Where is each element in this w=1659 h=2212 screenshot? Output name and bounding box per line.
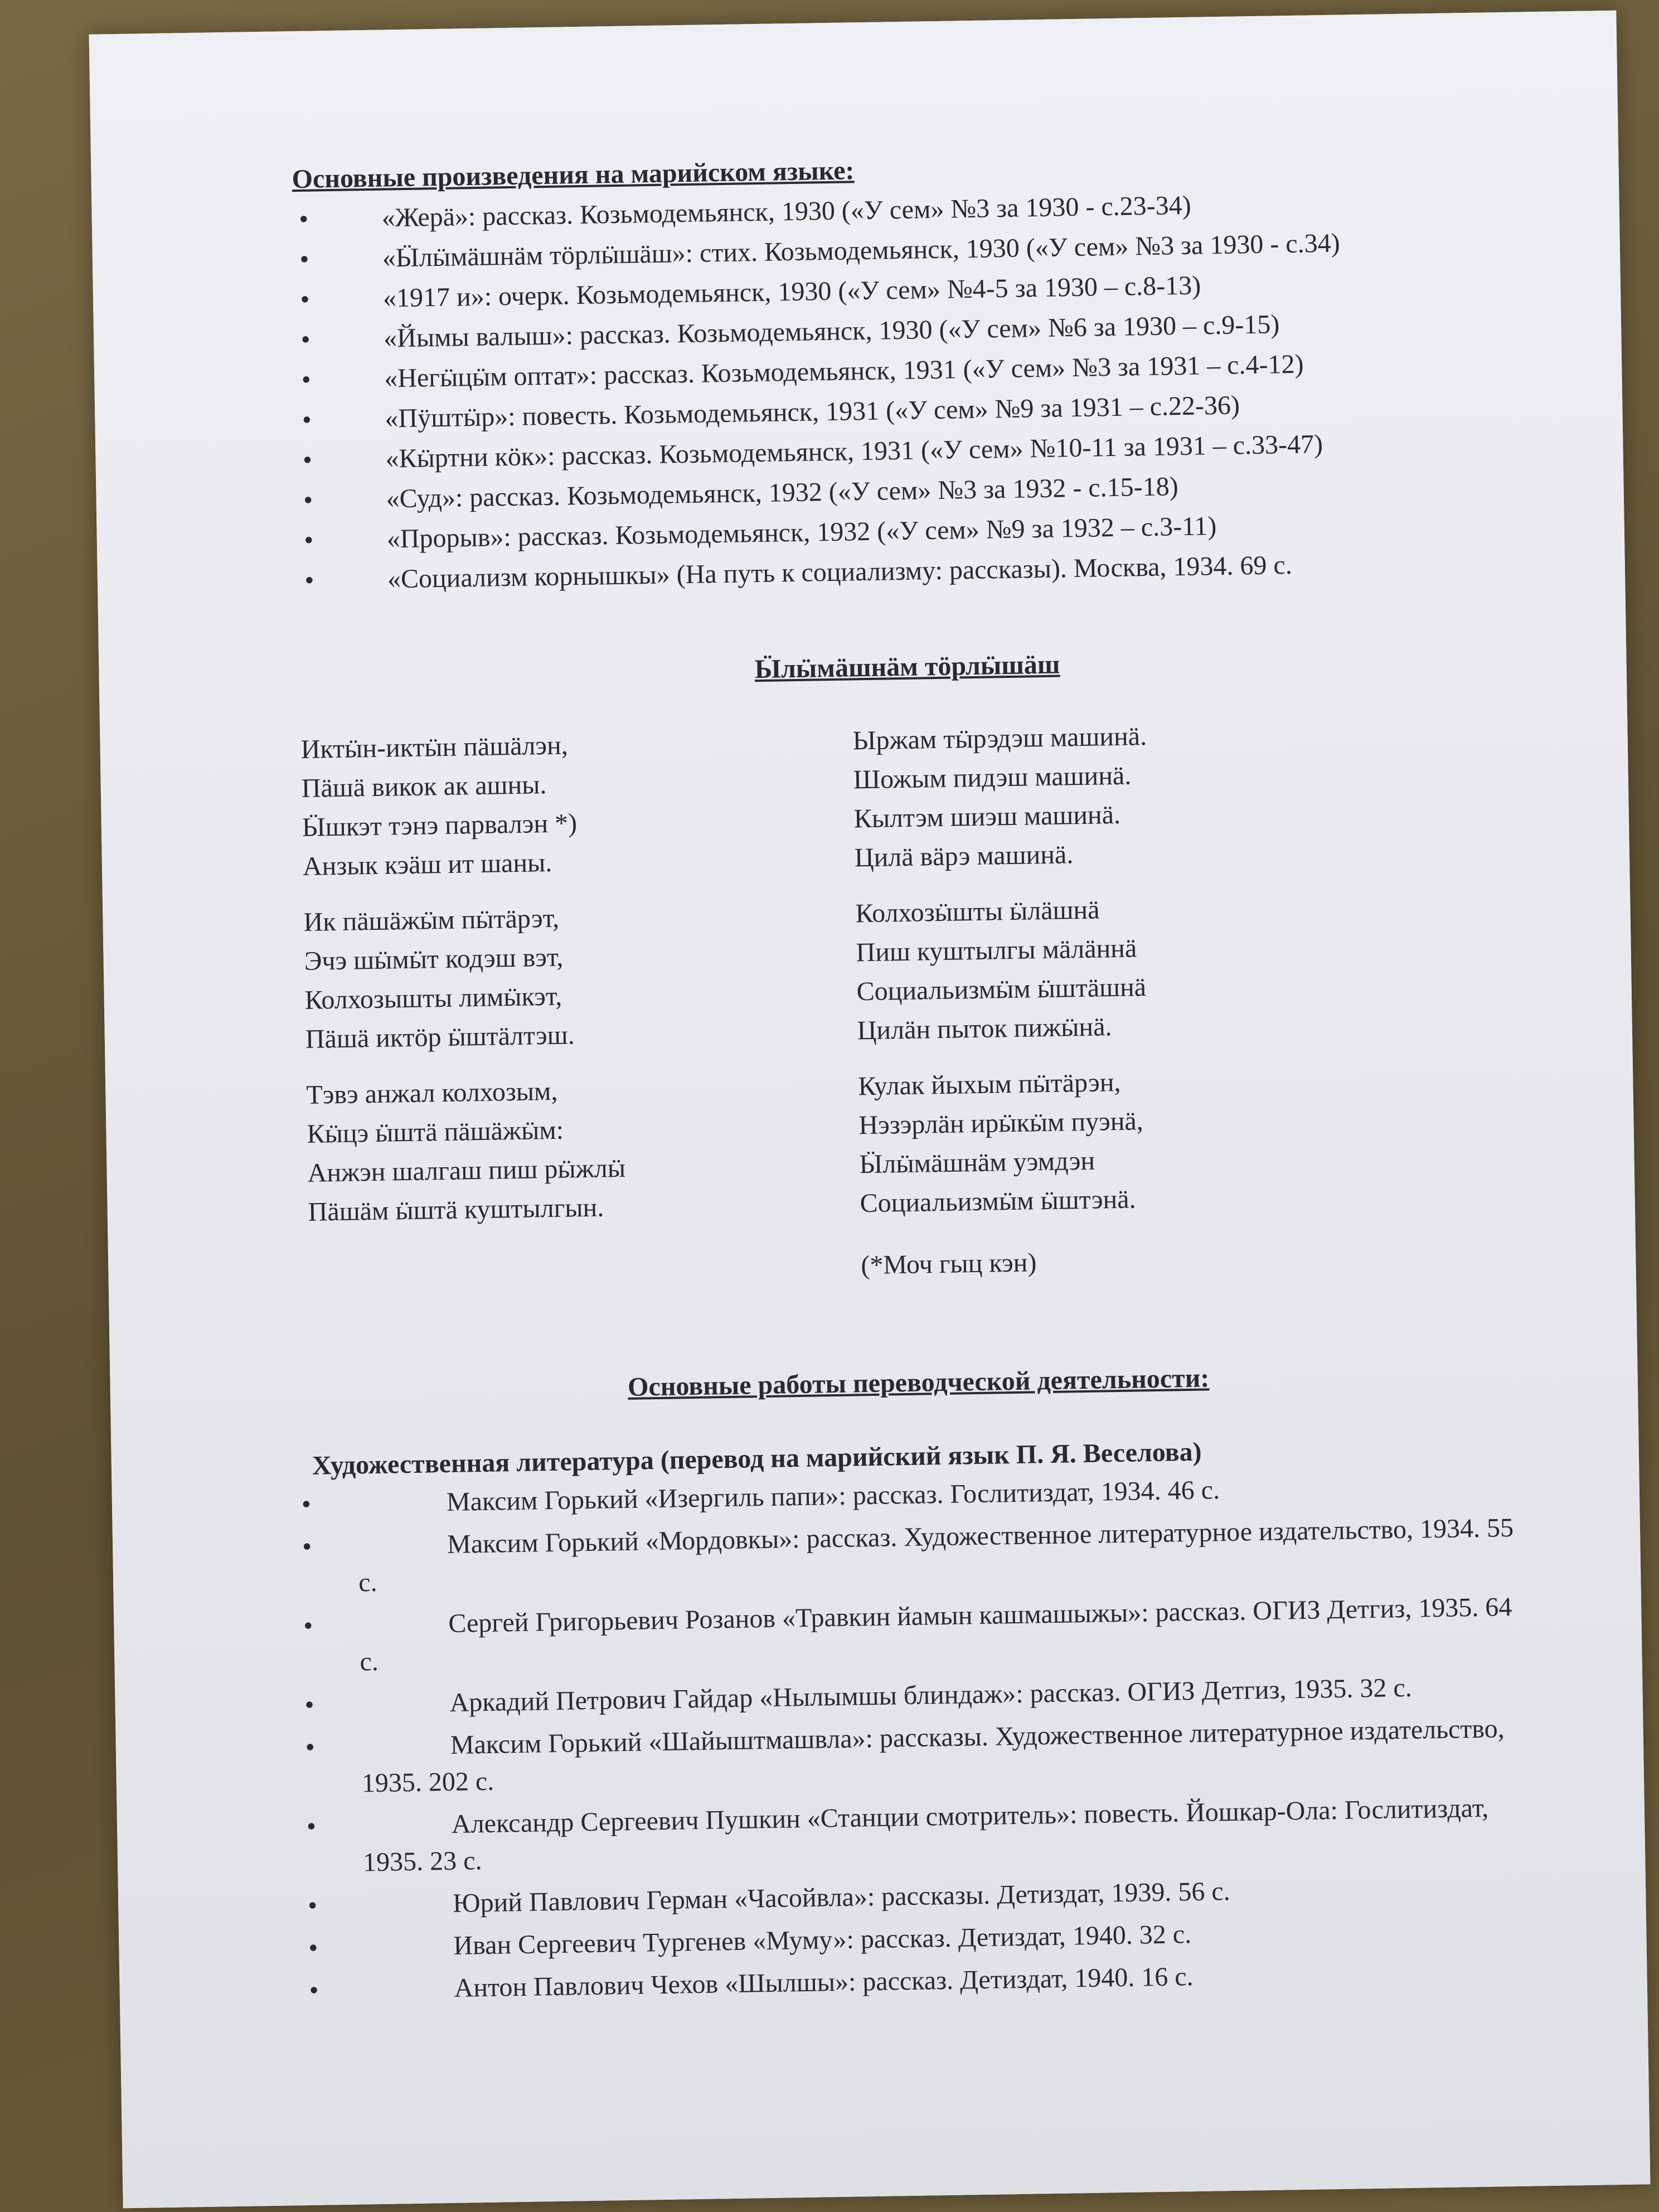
main-works-heading: Основные произведения на марийском языке:	[292, 156, 855, 195]
paper-sheet	[89, 11, 1651, 2209]
poem-line: Цилä вäрэ машинä.	[854, 840, 1074, 873]
bullet-icon: •	[305, 1732, 316, 1763]
bullet-icon: •	[302, 405, 312, 435]
poem-column-left	[300, 721, 861, 1294]
bullet-icon: •	[302, 445, 313, 475]
poem-stanza	[306, 1067, 860, 1232]
list-item: • Аркадий Петрович Гайдар «Нылымшы блиндаж»: рассказ. ОГИЗ Детгиз, 1935. 32 с.	[316, 1667, 1531, 1723]
bullet-icon: •	[308, 1933, 318, 1963]
list-item: • Максим Горький «Мордовкы»: рассказ. Художественное литературное издательство, 1934. 55 с.	[302, 1512, 1514, 1598]
poem-title: Ӹлӹмäшнäм тöрлӹшäш	[754, 649, 1060, 685]
poem-line: Анжэн шалгаш пиш рӹжлӹ	[307, 1153, 626, 1188]
poem-line: Пäшä иктöр ӹштäлтэш.	[305, 1020, 575, 1054]
poem	[300, 711, 1525, 1294]
bullet-icon: •	[301, 365, 312, 395]
poem-line: Колхозӹшты ӹлäшнä	[855, 895, 1100, 929]
poem-line: Пäшäм ӹштä куштылгын.	[308, 1192, 604, 1227]
bullet-icon: •	[309, 1975, 319, 2005]
bullet-icon: •	[298, 204, 309, 234]
list-item: • Юрий Павлович Герман «Часойвла»: рассказы. Детиздат, 1939. 56 с.	[319, 1868, 1535, 1924]
poem-line: Ӹшкэт тэнэ парвалэн *)	[302, 808, 578, 842]
bullet-icon: •	[300, 284, 310, 314]
list-item: • «Кӹртни кöк»: рассказ. Козьмодемьянск, 1931 («У сем» №10-11 за 1931 – с.33-47)	[296, 421, 1512, 481]
poem-line: Ӹлӹмäшнäм уэмдэн	[859, 1146, 1095, 1180]
bullet-icon: •	[303, 485, 313, 515]
poem-stanza	[858, 1059, 1412, 1224]
list-item: • «Суд»: рассказ. Козьмодемьянск, 1932 («У сем» №3 за 1932 - с.15-18)	[297, 462, 1512, 521]
main-works-list	[292, 181, 1514, 601]
list-item: • Александр Сергеевич Пушкин «Станции смотритель»: повесть. Йошкар-Ола: Гослитиздат, 1935. 23 с.	[306, 1793, 1489, 1878]
bullet-icon: •	[307, 1890, 318, 1921]
list-item: • «Йымы валыш»: рассказ. Козьмодемьянск, 1930 («У сем» №6 за 1930 – с.9-15)	[294, 301, 1510, 360]
bullet-icon: •	[299, 244, 309, 274]
poem-line: Иктӹн-иктӹн пäшäлэн,	[300, 730, 569, 764]
poem-line: Пиш куштылгы мäлäннä	[856, 933, 1137, 968]
document-content	[292, 140, 1536, 2015]
poem-stanza	[300, 721, 855, 886]
list-item: • «Пӱштӹр»: повесть. Козьмодемьянск, 1931 («У сем» №9 за 1931 – с.22-36)	[295, 381, 1511, 440]
poem-line: Тэвэ анжал колхозым,	[306, 1076, 558, 1110]
translation-heading: Основные работы переводческой деятельности:	[627, 1363, 1210, 1402]
list-item: • «Социализм корнышкы» (На путь к социализму: рассказы). Москва, 1934. 69 с.	[298, 542, 1514, 601]
list-item: • «1917 и»: очерк. Козьмодемьянск, 1930 («У сем» №4-5 за 1930 – с.8-13)	[294, 261, 1510, 320]
poem-line: Кӹцэ ӹштä пäшäжӹм:	[307, 1115, 564, 1149]
list-item: • «Негӹцӹм оптат»: рассказ. Козьмодемьянск, 1931 («У сем» №3 за 1931 – с.4-12)	[295, 341, 1511, 400]
poem-stanza	[852, 713, 1406, 878]
list-item: • Максим Горький «Изергиль папи»: рассказ. Гослитиздат, 1934. 46 с.	[312, 1467, 1528, 1523]
poem-stanza	[855, 886, 1409, 1051]
poem-footnote: (*Моч гыц кэн)	[860, 1248, 1037, 1280]
poem-line: Пäшä викок ак ашны.	[301, 770, 547, 803]
poem-line: Анзык кэäш ит шаны.	[302, 847, 552, 881]
list-item: • Максим Горький «Шайыштмашвла»: рассказы. Художественное литературное издательство, 1935. 202 с.	[305, 1714, 1505, 1798]
bullet-icon: •	[302, 1531, 312, 1562]
poem-line: Кулак йыхым пӹтäрэн,	[857, 1067, 1121, 1102]
bullet-icon: •	[303, 1611, 313, 1641]
translation-subheading: Художественная литература (перевод на марийский язык П. Я. Веселова)	[312, 1437, 1202, 1481]
list-item: • Иван Сергеевич Тургенев «Муму»: рассказ. Детиздат, 1940. 32 с.	[319, 1910, 1535, 1966]
poem-stanza	[303, 894, 857, 1059]
poem-line: Нэзэрлäн ирӹкӹм пуэнä,	[858, 1106, 1144, 1141]
poem-line: Шожым пидэш машинä.	[853, 760, 1132, 795]
list-item: • «Прорыв»: рассказ. Козьмодемьянск, 1932 («У сем» №9 за 1932 – с.3-11)	[297, 502, 1513, 561]
list-item: • «Ӹлӹмäшнäм тöрлӹшäш»: стих. Козьмодемьянск, 1930 («У сем» №3 за 1930 - с.34)	[293, 221, 1508, 280]
poem-line: Колхозышты лимӹкэт,	[304, 981, 562, 1015]
bullet-icon: •	[304, 565, 314, 595]
list-item: • «Жерä»: рассказ. Козьмодемьянск, 1930 («У сем» №3 за 1930 - с.23-34)	[292, 181, 1508, 240]
poem-line: Социальизмӹм ӹштäшнä	[856, 972, 1147, 1007]
bullet-icon: •	[304, 525, 314, 555]
poem-line: Цилäн пыток пижӹнä.	[857, 1012, 1112, 1046]
bullet-icon: •	[304, 1690, 314, 1720]
poem-line: Кылтэм шиэш машинä.	[853, 799, 1121, 834]
poem-line: Ик пäшäжӹм пӹтäрэт,	[303, 903, 560, 937]
bullet-icon: •	[306, 1811, 317, 1842]
bullet-icon: •	[300, 324, 311, 355]
translation-list	[301, 1467, 1535, 2009]
poem-line: Социальизмӹм ӹштэнä.	[860, 1184, 1136, 1219]
list-item: • Антон Павлович Чехов «Шылшы»: рассказ. Детиздат, 1940. 16 с.	[320, 1953, 1536, 2009]
poem-column-right	[852, 713, 1413, 1286]
bullet-icon: •	[301, 1489, 312, 1520]
poem-line: Ыржам тӹрэдэш машинä.	[852, 721, 1147, 756]
list-item: • Сергей Григорьевич Розанов «Травкин йамын кашмашыжы»: рассказ. ОГИЗ Детгиз, 1935. 64 с.	[303, 1592, 1512, 1677]
poem-line: Эчэ шӹмӹт кодэш вэт,	[304, 942, 564, 976]
